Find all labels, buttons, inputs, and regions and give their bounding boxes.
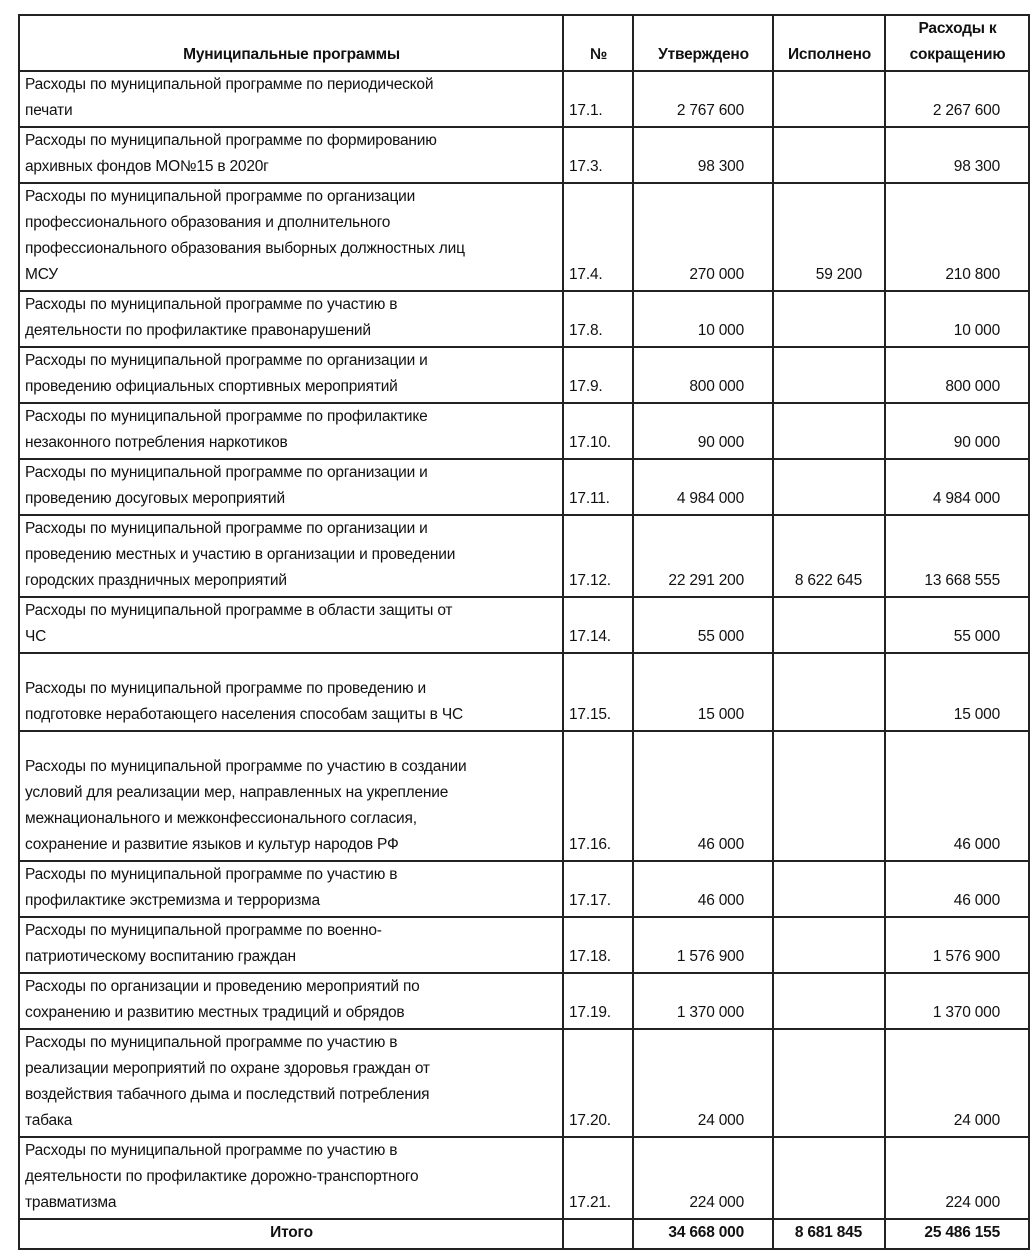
total-reduction: 25 486 155 [885,1219,1029,1249]
municipal-programs-table [18,14,1030,1250]
reduction-amount: 210 800 [885,183,1029,291]
program-name [19,973,563,1029]
program-number: 17.4. [563,183,633,291]
executed-amount [773,127,885,183]
program-name-line: проведению досуговых мероприятий [25,490,285,507]
program-name-line: деятельности по профилактике дорожно-транспортного [25,1168,419,1185]
table-row [19,861,1029,917]
program-name [19,1137,563,1219]
reduction-amount: 1 370 000 [885,973,1029,1029]
program-name-line: МСУ [25,266,58,283]
program-name [19,183,563,291]
executed-amount [773,1029,885,1137]
program-name [19,861,563,917]
program-name-line: профилактике экстремизма и терроризма [25,892,320,909]
table-row [19,597,1029,653]
executed-amount: 59 200 [773,183,885,291]
program-name-line: Расходы по муниципальной программе в области защиты от [25,602,453,619]
executed-amount [773,1137,885,1219]
table-body [19,71,1029,1219]
table-row [19,653,1029,731]
program-number: 17.18. [563,917,633,973]
program-name-line: сохранение и развитие языков и культур народов РФ [25,836,399,853]
table-row [19,291,1029,347]
header-reduction-line1: Расходы к [918,20,997,37]
approved-amount: 46 000 [633,731,773,861]
program-name-line: городских праздничных мероприятий [25,572,287,589]
program-name-line: Расходы по муниципальной программе по военно- [25,922,382,939]
executed-amount [773,653,885,731]
reduction-amount: 46 000 [885,861,1029,917]
program-name [19,291,563,347]
program-name-line: незаконного потребления наркотиков [25,434,288,451]
header-reduction-line2: сокращению [909,46,1006,63]
executed-amount [773,597,885,653]
program-name-line: Расходы по муниципальной программе по участию в создании [25,758,467,775]
program-name-line: табака [25,1112,73,1129]
program-name [19,71,563,127]
program-number: 17.12. [563,515,633,597]
table-row [19,515,1029,597]
total-number [563,1219,633,1249]
approved-amount: 98 300 [633,127,773,183]
approved-amount: 224 000 [633,1137,773,1219]
program-name-line: условий для реализации мер, направленных на укрепление [25,784,449,801]
program-name-line: воздействия табачного дыма и последствий потребления [25,1086,430,1103]
reduction-amount: 1 576 900 [885,917,1029,973]
program-name [19,917,563,973]
program-name [19,731,563,861]
header-executed: Исполнено [773,15,885,71]
table-row [19,1029,1029,1137]
table-row [19,183,1029,291]
executed-amount [773,731,885,861]
approved-amount: 10 000 [633,291,773,347]
header-reduction [885,15,1029,71]
approved-amount: 24 000 [633,1029,773,1137]
table-row [19,917,1029,973]
reduction-amount: 2 267 600 [885,71,1029,127]
table-row [19,973,1029,1029]
approved-amount: 1 370 000 [633,973,773,1029]
program-name-line: печати [25,102,73,119]
executed-amount [773,291,885,347]
approved-amount: 46 000 [633,861,773,917]
executed-amount [773,459,885,515]
approved-amount: 2 767 600 [633,71,773,127]
reduction-amount: 800 000 [885,347,1029,403]
program-number: 17.20. [563,1029,633,1137]
reduction-amount: 4 984 000 [885,459,1029,515]
header-program: Муниципальные программы [19,15,563,71]
executed-amount [773,973,885,1029]
reduction-amount: 24 000 [885,1029,1029,1137]
program-name-line: Расходы по муниципальной программе по участию в [25,866,398,883]
executed-amount [773,71,885,127]
program-name-line: сохранению и развитию местных традиций и обрядов [25,1004,405,1021]
reduction-amount: 13 668 555 [885,515,1029,597]
program-number: 17.14. [563,597,633,653]
program-number: 17.17. [563,861,633,917]
program-name [19,347,563,403]
program-name-line: деятельности по профилактике правонарушений [25,322,371,339]
reduction-amount: 15 000 [885,653,1029,731]
total-approved: 34 668 000 [633,1219,773,1249]
header-approved: Утверждено [633,15,773,71]
table-row [19,403,1029,459]
table-row [19,731,1029,861]
approved-amount: 55 000 [633,597,773,653]
program-name-line: профессионального образования и дполнительного [25,214,391,231]
table-row [19,1137,1029,1219]
program-name-line: Расходы по муниципальной программе по участию в [25,1142,398,1159]
program-name [19,653,563,731]
program-name-line: Расходы по муниципальной программе по профилактике [25,408,428,425]
program-number: 17.8. [563,291,633,347]
program-name-line: реализации мероприятий по охране здоровья граждан от [25,1060,430,1077]
program-number: 17.3. [563,127,633,183]
program-name-line: межнационального и межконфессионального согласия, [25,810,417,827]
table-row [19,347,1029,403]
table-row [19,71,1029,127]
reduction-amount: 224 000 [885,1137,1029,1219]
header-number: № [563,15,633,71]
reduction-amount: 55 000 [885,597,1029,653]
approved-amount: 270 000 [633,183,773,291]
approved-amount: 800 000 [633,347,773,403]
program-name-line: травматизма [25,1194,117,1211]
approved-amount: 1 576 900 [633,917,773,973]
program-name [19,1029,563,1137]
program-name-line: Расходы по муниципальной программе по организации и [25,464,428,481]
program-name-line: патриотическому воспитанию граждан [25,948,296,965]
program-name-line: ЧС [25,628,47,645]
program-name-line: Расходы по муниципальной программе по формированию [25,132,437,149]
program-name-line: Расходы по муниципальной программе по участию в [25,296,398,313]
reduction-amount: 46 000 [885,731,1029,861]
program-name-line: Расходы по организации и проведению мероприятий по [25,978,420,995]
program-number: 17.1. [563,71,633,127]
program-name-line: Расходы по муниципальной программе по организации [25,188,416,205]
program-number: 17.10. [563,403,633,459]
executed-amount [773,403,885,459]
reduction-amount: 98 300 [885,127,1029,183]
approved-amount: 22 291 200 [633,515,773,597]
executed-amount [773,917,885,973]
program-name-line: проведению официальных спортивных мероприятий [25,378,398,395]
approved-amount: 4 984 000 [633,459,773,515]
program-number: 17.19. [563,973,633,1029]
total-row [19,1219,1029,1249]
approved-amount: 15 000 [633,653,773,731]
program-name-line: архивных фондов МО№15 в 2020г [25,158,269,175]
program-name-line: проведению местных и участию в организации и проведении [25,546,456,563]
program-number: 17.21. [563,1137,633,1219]
executed-amount: 8 622 645 [773,515,885,597]
program-name [19,127,563,183]
program-name [19,515,563,597]
header-row [19,15,1029,71]
table-row [19,459,1029,515]
program-name-line: Расходы по муниципальной программе по периодической [25,76,434,93]
reduction-amount: 90 000 [885,403,1029,459]
program-name [19,597,563,653]
program-name-line: подготовке неработающего населения способам защиты в ЧС [25,706,463,723]
program-number: 17.16. [563,731,633,861]
total-executed: 8 681 845 [773,1219,885,1249]
reduction-amount: 10 000 [885,291,1029,347]
program-name-line: профессионального образования выборных должностных лиц [25,240,465,257]
program-name-line: Расходы по муниципальной программе по организации и [25,520,428,537]
approved-amount: 90 000 [633,403,773,459]
table-row [19,127,1029,183]
program-name-line: Расходы по муниципальной программе по организации и [25,352,428,369]
executed-amount [773,861,885,917]
program-name [19,403,563,459]
total-label: Итого [19,1219,563,1249]
program-number: 17.15. [563,653,633,731]
program-number: 17.9. [563,347,633,403]
executed-amount [773,347,885,403]
program-name [19,459,563,515]
program-name-line: Расходы по муниципальной программе по участию в [25,1034,398,1051]
program-name-line: Расходы по муниципальной программе по проведению и [25,680,427,697]
program-number: 17.11. [563,459,633,515]
